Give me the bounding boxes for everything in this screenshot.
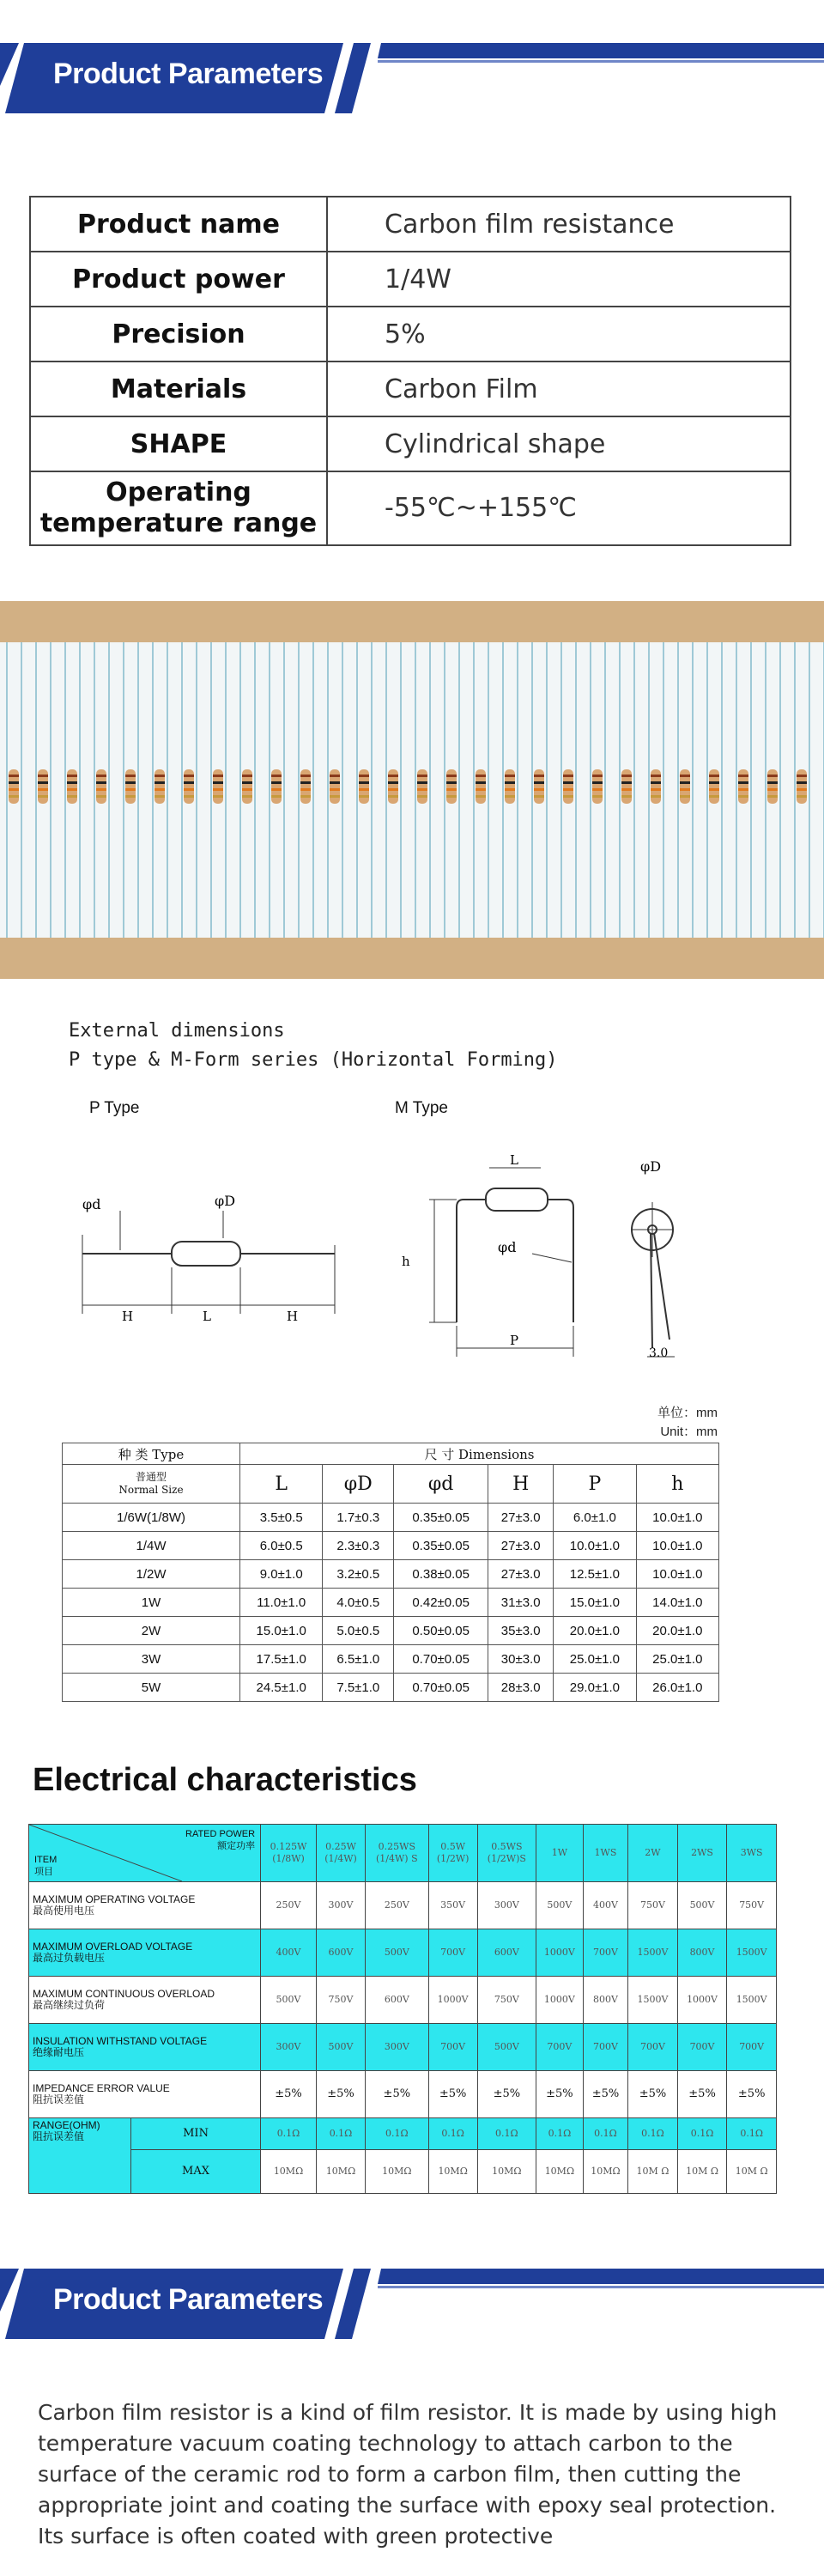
rated-power-alt: (1/2W)S (487, 1853, 526, 1864)
banner-title: Product Parameters (53, 2283, 324, 2316)
resistor-body (446, 769, 457, 804)
electrical-item-label (29, 1929, 261, 1977)
m-type-diagram (395, 1151, 755, 1374)
unit-cn: 单位：mm (657, 1406, 718, 1420)
electrical-value: 600V (477, 1929, 536, 1977)
resistor-body (709, 769, 719, 804)
banner-title: Product Parameters (53, 58, 324, 90)
dimension-cell: 11.0±1.0 (240, 1589, 323, 1617)
section-banner (0, 34, 824, 112)
electrical-value: 1500V (628, 1929, 678, 1977)
product-parameters-table (29, 196, 791, 546)
resistor-body (96, 769, 106, 804)
power-type-cell: 1/2W (63, 1560, 240, 1589)
dimension-cell: 27±3.0 (488, 1504, 554, 1532)
power-type-cell: 2W (63, 1617, 240, 1645)
electrical-value: 500V (536, 1882, 584, 1929)
electrical-value: ±5% (628, 2071, 678, 2118)
param-row (30, 197, 791, 252)
dimensions-heading: External dimensions (69, 1020, 285, 1042)
rated-power-cell (477, 1825, 536, 1882)
min-value: 0.1Ω (583, 2118, 627, 2150)
max-value: 10MΩ (536, 2150, 584, 2194)
electrical-row (29, 1882, 777, 1929)
resistor-body (38, 769, 48, 804)
max-value: 10M Ω (677, 2150, 727, 2194)
rated-power: 0.25WS (378, 1841, 415, 1852)
dimension-cell: 14.0±1.0 (636, 1589, 718, 1617)
resistor-body (154, 769, 165, 804)
rated-power-cell (727, 1825, 777, 1882)
min-value: 0.1Ω (428, 2118, 477, 2150)
param-key: Product name (30, 197, 327, 252)
electrical-value: ±5% (428, 2071, 477, 2118)
rated-power-cell (261, 1825, 317, 1882)
phi-d-label: φd (498, 1239, 517, 1255)
param-row (30, 252, 791, 307)
rated-power-cell (628, 1825, 678, 1882)
param-value: Carbon Film (327, 361, 791, 416)
dimension-cell: 2.3±0.3 (323, 1532, 394, 1560)
resistor-body (300, 769, 311, 804)
dimension-cell: 24.5±1.0 (240, 1674, 323, 1702)
dimension-cell: 0.50±0.05 (394, 1617, 488, 1645)
dimensions-body (63, 1504, 719, 1702)
corner-item-cn: 项目 (34, 1867, 53, 1877)
max-value: 10M Ω (628, 2150, 678, 2194)
resistor-body (242, 769, 252, 804)
rated-power-alt: (1/4W) S (376, 1853, 418, 1864)
electrical-table (28, 1824, 777, 2194)
resistor-body (184, 769, 194, 804)
min-value: 0.1Ω (727, 2118, 777, 2150)
dimension-cell: 27±3.0 (488, 1560, 554, 1589)
electrical-item-label (29, 2071, 261, 2118)
dimension-row (63, 1560, 719, 1589)
electrical-value: 300V (261, 2024, 317, 2071)
resistor-body (271, 769, 282, 804)
h-label: h (402, 1254, 410, 1269)
range-max-row (29, 2150, 777, 2194)
param-key: SHAPE (30, 416, 327, 471)
resistor-body (67, 769, 77, 804)
param-key: Precision (30, 307, 327, 361)
type-header: 种 类 Type (63, 1443, 240, 1465)
dimension-cell: 10.0±1.0 (636, 1560, 718, 1589)
electrical-value: 600V (316, 1929, 365, 1977)
max-value: 10MΩ (583, 2150, 627, 2194)
rated-power: 0.5WS (491, 1841, 523, 1852)
param-value: Carbon film resistance (327, 197, 791, 252)
param-key-line: Operating (106, 477, 251, 507)
H-label: H (287, 1309, 299, 1322)
power-type-cell: 1/6W(1/8W) (63, 1504, 240, 1532)
normal-size-en: Normal Size (118, 1484, 184, 1496)
dimension-cell: 26.0±1.0 (636, 1674, 718, 1702)
param-row (30, 307, 791, 361)
min-value: 0.1Ω (366, 2118, 428, 2150)
col-header: φD (323, 1465, 394, 1504)
rated-power-cell (316, 1825, 365, 1882)
col-header: h (636, 1465, 718, 1504)
electrical-item-label (29, 2024, 261, 2071)
dimension-row (63, 1617, 719, 1645)
rated-power-cell (366, 1825, 428, 1882)
dimension-cell: 9.0±1.0 (240, 1560, 323, 1589)
phi-D-label: φD (215, 1193, 236, 1209)
rated-power-cell (428, 1825, 477, 1882)
electrical-row (29, 1977, 777, 2024)
resistor-body (476, 769, 486, 804)
dimension-cell: 25.0±1.0 (636, 1645, 718, 1674)
resistor-body (592, 769, 603, 804)
corner-item-en: ITEM (34, 1855, 58, 1865)
unit-en: Unit：mm (660, 1425, 718, 1439)
item-en: IMPEDANCE ERROR VALUE (33, 2082, 170, 2094)
normal-size-header (63, 1465, 240, 1504)
dimension-cell: 7.5±1.0 (323, 1674, 394, 1702)
resistor-body (534, 769, 544, 804)
dimension-cell: 0.35±0.05 (394, 1504, 488, 1532)
rated-power: 0.5W (440, 1841, 466, 1852)
rated-power-alt: (1/2W) (436, 1853, 470, 1864)
L-label: L (510, 1152, 518, 1168)
rated-power-cell (677, 1825, 727, 1882)
electrical-value: ±5% (583, 2071, 627, 2118)
dimension-header: 尺 寸 Dimensions (240, 1443, 719, 1465)
electrical-value: 700V (727, 2024, 777, 2071)
dimension-cell: 20.0±1.0 (636, 1617, 718, 1645)
min-value: 0.1Ω (261, 2118, 317, 2150)
max-label: MAX (131, 2150, 261, 2194)
electrical-value: 300V (316, 1882, 365, 1929)
param-value: Cylindrical shape (327, 416, 791, 471)
dimension-cell: 20.0±1.0 (554, 1617, 636, 1645)
P-label: P (510, 1333, 519, 1348)
electrical-value: 500V (366, 1929, 428, 1977)
product-description: Carbon film resistor is a kind of film resistor. It is made by using high temperature vacuum coating technology to attach carbon to the surface of the ceramic rod to form a carbon film, then cutting the appropriate joint and coating the surface with epoxy seal protection. Its surface is often coated with green protective (38, 2400, 778, 2549)
section-banner (0, 2260, 824, 2337)
dimension-cell: 0.70±0.05 (394, 1645, 488, 1674)
electrical-item-label (29, 1977, 261, 2024)
dimension-cell: 0.35±0.05 (394, 1532, 488, 1560)
min-value: 0.1Ω (677, 2118, 727, 2150)
dimension-cell: 0.38±0.05 (394, 1560, 488, 1589)
electrical-value: 1000V (536, 1977, 584, 2024)
param-value: 1/4W (327, 252, 791, 307)
electrical-value: 1500V (628, 1977, 678, 2024)
electrical-value: 350V (428, 1882, 477, 1929)
electrical-value: 700V (583, 2024, 627, 2071)
electrical-value: 500V (477, 2024, 536, 2071)
range-cn: 阻抗误差值 (33, 2130, 85, 2142)
electrical-value: 600V (366, 1977, 428, 2024)
dimension-cell: 4.0±0.5 (323, 1589, 394, 1617)
rated-power: 2WS (691, 1847, 713, 1858)
dimension-cell: 10.0±1.0 (636, 1504, 718, 1532)
electrical-value: ±5% (261, 2071, 317, 2118)
normal-size-cn: 普通型 (135, 1471, 167, 1483)
electrical-value: 1500V (727, 1929, 777, 1977)
electrical-value: 400V (261, 1929, 317, 1977)
dimension-cell: 0.42±0.05 (394, 1589, 488, 1617)
corner-item (34, 1854, 57, 1878)
param-key-line: temperature range (39, 508, 318, 538)
dimension-cell: 12.5±1.0 (554, 1560, 636, 1589)
dimension-row (63, 1504, 719, 1532)
electrical-value: 700V (428, 1929, 477, 1977)
rated-power: 1WS (594, 1847, 617, 1858)
item-cn: 最高继续过负荷 (33, 1999, 106, 2011)
resistor-body (9, 769, 19, 804)
corner-rated-power (185, 1828, 255, 1852)
L-label: L (203, 1309, 211, 1322)
col-header: L (240, 1465, 323, 1504)
electrical-row (29, 1929, 777, 1977)
resistor-body (125, 769, 136, 804)
resistor-tape-illustration (0, 601, 824, 979)
electrical-value: 700V (677, 2024, 727, 2071)
resistor-body (330, 769, 340, 804)
dimension-cell: 15.0±1.0 (240, 1617, 323, 1645)
electrical-value: 1000V (428, 1977, 477, 2024)
param-value: 5% (327, 307, 791, 361)
dimension-row (63, 1674, 719, 1702)
dimension-cell: 3.5±0.5 (240, 1504, 323, 1532)
rated-power-alt: (1/4W) (324, 1853, 357, 1864)
dimensions-header-row (63, 1443, 719, 1465)
param-row (30, 361, 791, 416)
item-en: MAXIMUM CONTINUOUS OVERLOAD (33, 1988, 215, 2000)
electrical-value: ±5% (366, 2071, 428, 2118)
electrical-row (29, 2071, 777, 2118)
dimension-cell: 3.2±0.5 (323, 1560, 394, 1589)
range-label (29, 2118, 131, 2194)
electrical-value: 500V (261, 1977, 317, 2024)
m-type-label: M Type (395, 1099, 448, 1117)
dimension-row (63, 1532, 719, 1560)
electrical-value: 300V (477, 1882, 536, 1929)
power-type-cell: 3W (63, 1645, 240, 1674)
dimension-row (63, 1645, 719, 1674)
dimension-cell: 17.5±1.0 (240, 1645, 323, 1674)
corner-rated-en: RATED POWER (185, 1829, 256, 1839)
dimension-cell: 30±3.0 (488, 1645, 554, 1674)
col-header: φd (394, 1465, 488, 1504)
max-value: 10M Ω (727, 2150, 777, 2194)
param-key: Materials (30, 361, 327, 416)
item-en: MAXIMUM OVERLOAD VOLTAGE (33, 1941, 193, 1953)
H-label: H (122, 1309, 134, 1322)
dimensions-table (62, 1443, 719, 1702)
power-type-cell: 1W (63, 1589, 240, 1617)
rated-power: 0.25W (325, 1841, 356, 1852)
dimension-row (63, 1589, 719, 1617)
resistor-body (388, 769, 398, 804)
max-value: 10MΩ (316, 2150, 365, 2194)
item-cn: 阻抗误差值 (33, 2093, 85, 2105)
electrical-body (29, 1882, 777, 2194)
dimension-cell: 5.0±0.5 (323, 1617, 394, 1645)
resistor-body (621, 769, 632, 804)
resistor-body (505, 769, 515, 804)
dimension-cell: 15.0±1.0 (554, 1589, 636, 1617)
pitch-label: 3.0 (649, 1346, 669, 1360)
dimension-cell: 6.5±1.0 (323, 1645, 394, 1674)
electrical-value: 1000V (677, 1977, 727, 2024)
dimensions-subheader-row (63, 1465, 719, 1504)
phi-d-label: φd (82, 1196, 101, 1212)
max-value: 10MΩ (366, 2150, 428, 2194)
dimension-cell: 10.0±1.0 (554, 1532, 636, 1560)
param-row (30, 416, 791, 471)
electrical-value: 800V (677, 1929, 727, 1977)
electrical-value: 300V (366, 2024, 428, 2071)
electrical-value: ±5% (677, 2071, 727, 2118)
min-value: 0.1Ω (316, 2118, 365, 2150)
rated-power-cell (583, 1825, 627, 1882)
electrical-value: 700V (583, 1929, 627, 1977)
param-value: -55℃~+155℃ (327, 471, 791, 545)
min-value: 0.1Ω (477, 2118, 536, 2150)
electrical-value: ±5% (536, 2071, 584, 2118)
p-type-diagram (77, 1185, 352, 1322)
resistor-body (797, 769, 807, 804)
resistor-body (767, 769, 778, 804)
dimension-cell: 25.0±1.0 (554, 1645, 636, 1674)
electrical-row (29, 2024, 777, 2071)
dimension-cell: 6.0±1.0 (554, 1504, 636, 1532)
corner-cell (29, 1825, 261, 1882)
dimension-cell: 10.0±1.0 (636, 1532, 718, 1560)
dimension-cell: 0.70±0.05 (394, 1674, 488, 1702)
electrical-value: ±5% (727, 2071, 777, 2118)
max-value: 10MΩ (477, 2150, 536, 2194)
max-value: 10MΩ (428, 2150, 477, 2194)
rated-power: 1W (551, 1847, 568, 1858)
max-value: 10MΩ (261, 2150, 317, 2194)
power-type-cell: 5W (63, 1674, 240, 1702)
electrical-value: 1000V (536, 1929, 584, 1977)
electrical-value: ±5% (477, 2071, 536, 2118)
item-cn: 绝缘耐电压 (33, 2046, 85, 2058)
resistor-body (738, 769, 748, 804)
param-row (30, 471, 791, 545)
min-value: 0.1Ω (536, 2118, 584, 2150)
item-cn: 最高过负载电压 (33, 1952, 106, 1964)
dimension-cell: 31±3.0 (488, 1589, 554, 1617)
dimension-cell: 27±3.0 (488, 1532, 554, 1560)
electrical-value: 250V (261, 1882, 317, 1929)
resistor-body (213, 769, 223, 804)
item-en: INSULATION WITHSTAND VOLTAGE (33, 2035, 208, 2047)
rated-power: 3WS (740, 1847, 763, 1858)
resistor-body (417, 769, 427, 804)
electrical-value: 500V (677, 1882, 727, 1929)
electrical-title: Electrical characteristics (33, 1762, 417, 1798)
col-header: P (554, 1465, 636, 1504)
dimension-cell: 29.0±1.0 (554, 1674, 636, 1702)
electrical-value: 1500V (727, 1977, 777, 2024)
electrical-value: 700V (628, 2024, 678, 2071)
electrical-value: 750V (628, 1882, 678, 1929)
min-label: MIN (131, 2118, 261, 2150)
resistor-body (359, 769, 369, 804)
electrical-value: 700V (428, 2024, 477, 2071)
range-min-row (29, 2118, 777, 2150)
electrical-value: 800V (583, 1977, 627, 2024)
param-key: Product power (30, 252, 327, 307)
electrical-value: 700V (536, 2024, 584, 2071)
electrical-value: 500V (316, 2024, 365, 2071)
electrical-value: 750V (727, 1882, 777, 1929)
phi-D-label: φD (640, 1158, 662, 1175)
param-key (30, 471, 327, 545)
resistor-body (651, 769, 661, 804)
dimension-cell: 28±3.0 (488, 1674, 554, 1702)
col-header: H (488, 1465, 554, 1504)
electrical-value: 750V (316, 1977, 365, 2024)
rated-power-cell (536, 1825, 584, 1882)
electrical-value: 400V (583, 1882, 627, 1929)
resistor-tape-photo (0, 601, 824, 979)
resistor-body (563, 769, 573, 804)
rated-power: 0.125W (270, 1841, 307, 1852)
dimension-cell: 6.0±0.5 (240, 1532, 323, 1560)
min-value: 0.1Ω (628, 2118, 678, 2150)
dimension-cell: 35±3.0 (488, 1617, 554, 1645)
p-type-label: P Type (89, 1099, 140, 1117)
electrical-value: 250V (366, 1882, 428, 1929)
item-en: MAXIMUM OPERATING VOLTAGE (33, 1893, 196, 1905)
rated-power-alt: (1/8W) (272, 1853, 305, 1864)
item-cn: 最高使用电压 (33, 1905, 95, 1917)
power-type-cell: 1/4W (63, 1532, 240, 1560)
resistor-body (680, 769, 690, 804)
range-en: RANGE(OHM) (33, 2119, 100, 2131)
corner-rated-cn: 额定功率 (217, 1841, 256, 1851)
electrical-value: ±5% (316, 2071, 365, 2118)
electrical-value: 750V (477, 1977, 536, 2024)
electrical-header-row (29, 1825, 777, 1882)
dimension-cell: 1.7±0.3 (323, 1504, 394, 1532)
electrical-item-label (29, 1882, 261, 1929)
rated-power: 2W (645, 1847, 661, 1858)
dimensions-subheading: P type & M-Form series (Horizontal Forming) (69, 1049, 558, 1071)
